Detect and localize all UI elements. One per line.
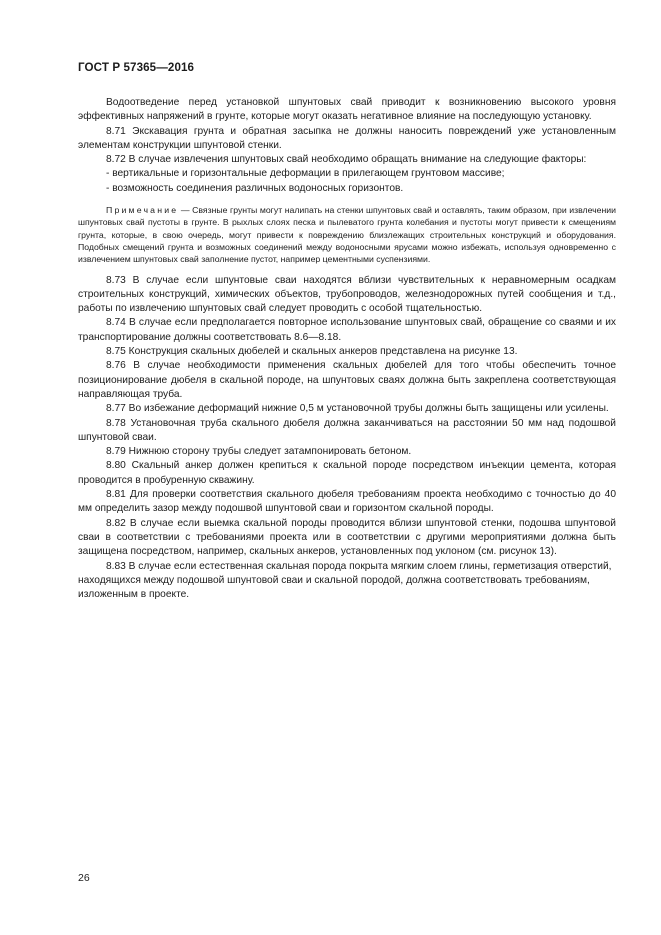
page-number: 26 [78,872,90,884]
paragraph-8-77: 8.77 Во избежание деформаций нижние 0,5 м установочной трубы должны быть защищены или усилены. [106,403,609,415]
paragraph-8-80: 8.80 Скальный анкер должен крепиться к скальной породе посредством инъекции цемента, которая проводится в пробуренную скважину. [78,460,616,486]
paragraph-dewatering: Водоотведение перед установкой шпунтовых свай приводит к возникновению высокого уровня эффективных напряжений в грунте, которые могут оказать негативное влияние на последующую установку. [78,97,616,123]
paragraph-8-75: 8.75 Конструкция скальных дюбелей и скальных анкеров представлена на рисунке 13. [106,346,518,358]
document-header: ГОСТ Р 57365—2016 [78,61,195,74]
paragraph-8-72: 8.72 В случае извлечения шпунтовых свай необходимо обращать внимание на следующие факторы: [106,154,587,166]
paragraph-8-82: 8.82 В случае если выемка скальной породы проводится вблизи шпунтовой стенки, подошва шпунтовой сваи в соответствии с требованиями проекта или в соответствии с другими мероприятиями должна быть защищена посредством, например, скальных анкеров, установленных под уклоном (см. рисунок 13). [78,517,616,558]
note-block [78,204,616,265]
paragraph-8-76: 8.76 В случае необходимости применения скальных дюбелей для того чтобы обеспечить точное позиционирование дюбеля в скальной породе, на шпунтовых сваях должна быть закреплена соответствующая направляющая труба. [78,360,616,400]
paragraph-8-71: 8.71 Экскавация грунта и обратная засыпка не должны наносить повреждений уже установленным элементам конструкции шпунтовой стенки. [78,125,616,151]
paragraph-8-79: 8.79 Нижнюю сторону трубы следует затампонировать бетоном. [106,446,412,458]
document-body [78,96,616,602]
paragraph-8-81: 8.81 Для проверки соответствия скального дюбеля требованиям проекта необходимо с точностью до 40 мм определить зазор между подошвой шпунтовой сваи и горизонтом скальной породы. [78,489,616,515]
list-item-deformations: - вертикальные и горизонтальные деформации в прилегающем грунтовом массиве; [106,168,505,180]
paragraph-8-83: 8.83 В случае если естественная скальная порода покрыта мягким слоем глины, герметизация отверстий, находящихся между подошвой шпунтовой сваи и скальной породой, должна соответствовать требованиям, изложенным в проекте. [78,560,612,601]
paragraph-8-73: 8.73 В случае если шпунтовые сваи находятся вблизи чувствительных к неравномерным осадкам строительных конструкций, химических объектов, трубопроводов, железнодорожных путей сообщения и т.д., работы по извлечению шпунтовых свай следует проводить с особой тщательностью. [78,274,616,315]
paragraph-8-74: 8.74 В случае если предполагается повторное использование шпунтовых свай, обращение со сваями и их транспортирование должны соответствовать 8.6—8.18. [78,317,616,343]
note-label: Примечание [106,205,179,216]
paragraph-8-78: 8.78 Установочная труба скального дюбеля должна заканчиваться на расстоянии 50 мм над подошвой шпунтовой сваи. [78,417,616,443]
note-text: — Связные грунты могут налипать на стенки шпунтовых свай и оставлять, таким образом, при извлечении шпунтовых свай пустоты в грунте. В рыхлых слоях песка и пылеватого грунта колебания и пустоты могут привести к смещениям грунта, которые, в свою очередь, могут привести к повреждению близлежащих строительных конструкций и оборудования. Подобных смещений грунта и возможных соединений между водоносными ярусами можно избежать, используя одновременно с извлечением шпунтовых свай заполнение пустот, например цементными суспензиями. [78,205,616,265]
list-item-aquifers: - возможность соединения различных водоносных горизонтов. [106,182,404,194]
